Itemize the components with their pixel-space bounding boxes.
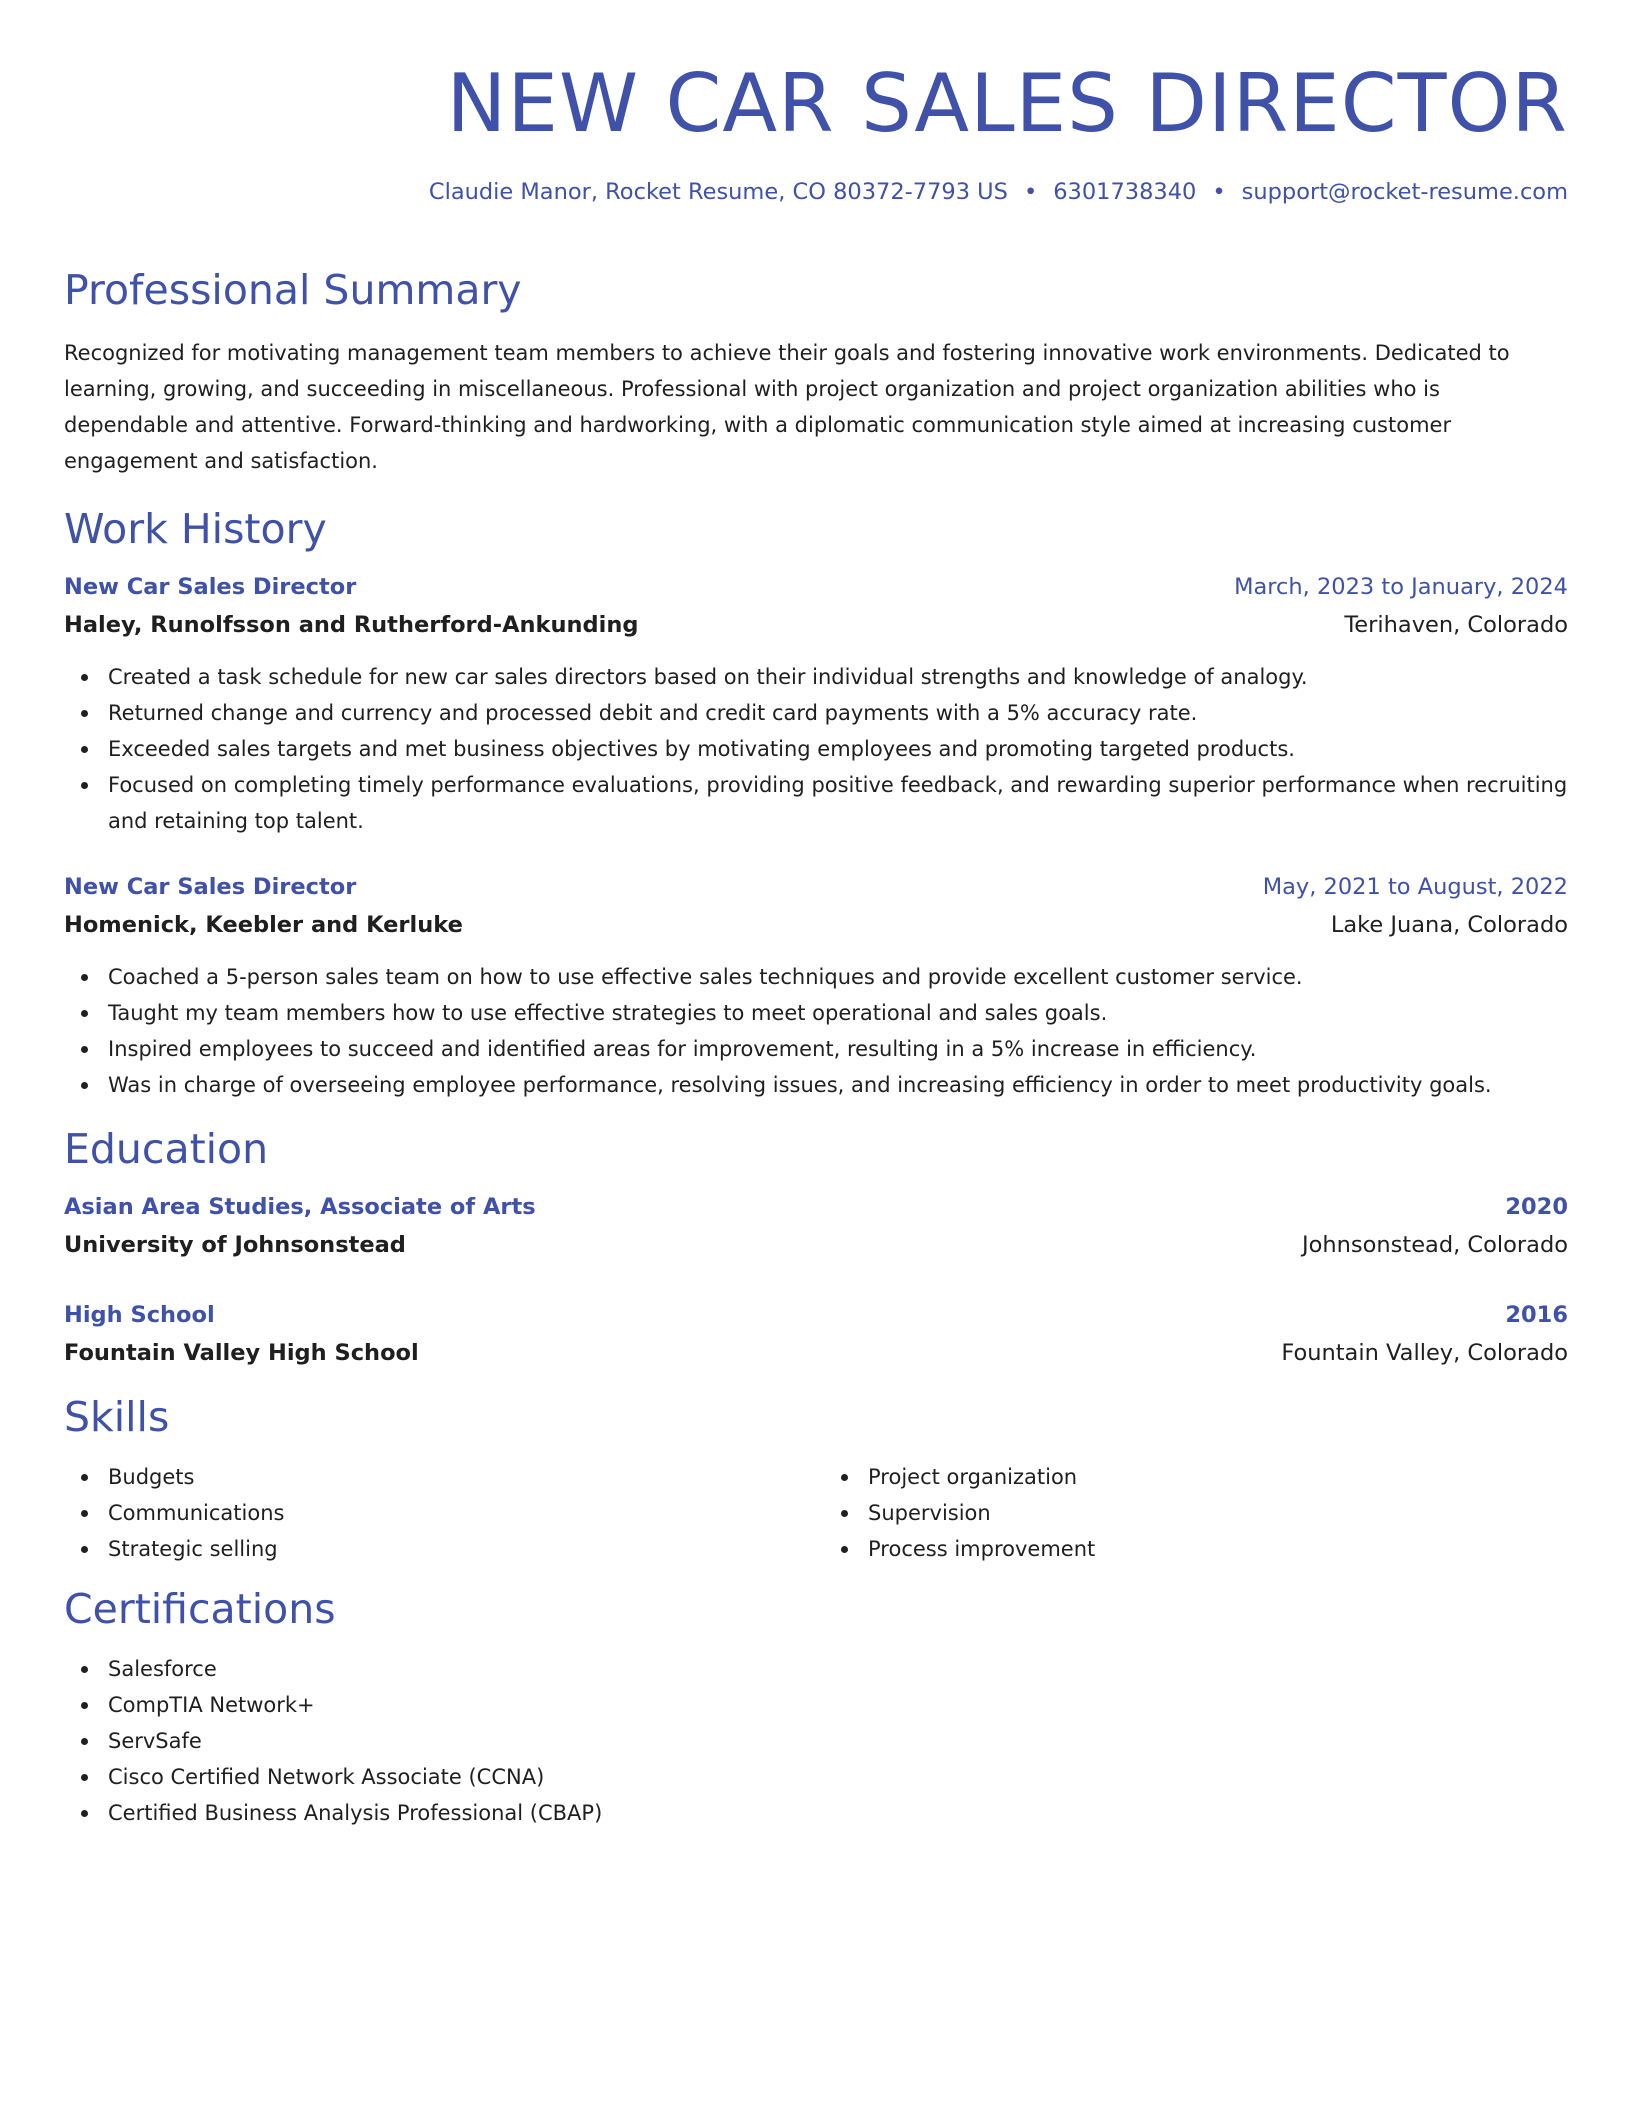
list-item: Created a task schedule for new car sales directors based on their individual strengths and knowledge of analogy. [64, 659, 1568, 695]
list-item: Communications [64, 1495, 816, 1531]
skills-list [64, 1459, 816, 1567]
education-heading: Education [64, 1125, 269, 1173]
certifications-list [64, 1651, 1568, 1831]
resume-title: NEW CAR SALES DIRECTOR [446, 57, 1568, 150]
list-item: Supervision [824, 1495, 1568, 1531]
education-school: Fountain Valley High School [64, 1340, 419, 1366]
list-item: Returned change and currency and processed debit and credit card payments with a 5% accuracy rate. [64, 695, 1568, 731]
list-item: Process improvement [824, 1531, 1568, 1567]
list-item: Inspired employees to succeed and identified areas for improvement, resulting in a 5% increase in efficiency. [64, 1031, 1568, 1067]
list-item: Was in charge of overseeing employee performance, resolving issues, and increasing efficiency in order to meet productivity goals. [64, 1067, 1568, 1103]
list-item: Taught my team members how to use effective strategies to meet operational and sales goals. [64, 995, 1568, 1031]
job-company-row [64, 607, 1568, 643]
education-year: 2016 [1505, 1302, 1568, 1328]
job-entry [64, 869, 1568, 1103]
skills-column-right [816, 1459, 1568, 1567]
list-item: CompTIA Network+ [64, 1687, 1568, 1723]
education-school: University of Johnsonstead [64, 1232, 406, 1258]
education-degree-row [64, 1189, 1568, 1225]
job-title: New Car Sales Director [64, 574, 357, 600]
education-entry [64, 1297, 1568, 1371]
list-item: Coached a 5-person sales team on how to use effective sales techniques and provide excellent customer service. [64, 959, 1568, 995]
contact-address: Claudie Manor, Rocket Resume, CO 80372-7793 US [428, 179, 1008, 205]
education-entry [64, 1189, 1568, 1263]
summary-heading: Professional Summary [64, 266, 522, 314]
contact-separator: • [1023, 179, 1038, 205]
education-degree: Asian Area Studies, Associate of Arts [64, 1194, 536, 1220]
list-item: Strategic selling [64, 1531, 816, 1567]
job-bullets [64, 659, 1568, 839]
job-dates: May, 2021 to August, 2022 [1262, 874, 1568, 900]
contact-email: support@rocket-resume.com [1241, 179, 1568, 205]
certifications-heading: Certifications [64, 1585, 336, 1633]
education-location: Johnsonstead, Colorado [1301, 1232, 1568, 1258]
work-history-heading: Work History [64, 505, 327, 553]
list-item: Budgets [64, 1459, 816, 1495]
list-item: ServSafe [64, 1723, 1568, 1759]
list-item: Salesforce [64, 1651, 1568, 1687]
job-company: Haley, Runolfsson and Rutherford-Ankunding [64, 612, 639, 638]
skills-list [816, 1459, 1568, 1567]
education-school-row [64, 1335, 1568, 1371]
skills-grid [64, 1459, 1568, 1567]
education-location: Fountain Valley, Colorado [1281, 1340, 1568, 1366]
list-item: Focused on completing timely performance evaluations, providing positive feedback, and rewarding superior performance when recruiting and retaining top talent. [64, 767, 1568, 839]
list-item: Cisco Certified Network Associate (CCNA) [64, 1759, 1568, 1795]
education-school-row [64, 1227, 1568, 1263]
job-title-row [64, 869, 1568, 905]
job-entry [64, 569, 1568, 839]
list-item: Project organization [824, 1459, 1568, 1495]
contact-separator: • [1212, 179, 1226, 205]
education-degree-row [64, 1297, 1568, 1333]
job-title-row [64, 569, 1568, 605]
education-year: 2020 [1505, 1194, 1568, 1220]
job-location: Terihaven, Colorado [1344, 612, 1568, 638]
job-company: Homenick, Keebler and Kerluke [64, 912, 463, 938]
job-company-row [64, 907, 1568, 943]
education-degree: High School [64, 1302, 215, 1328]
summary-text: Recognized for motivating management team members to achieve their goals and fostering innovative work environments. Dedicated to learning, growing, and succeeding in miscellaneous. Professional with project organization and project organization abilities who is dependable and attentive. Forward-thinking and hardworking, with a diplomatic communication style aimed at increasing customer engagement and satisfaction. [64, 341, 1510, 473]
list-item: Certified Business Analysis Professional (CBAP) [64, 1795, 1568, 1831]
list-item: Exceeded sales targets and met business objectives by motivating employees and promoting targeted products. [64, 731, 1568, 767]
skills-heading: Skills [64, 1393, 170, 1441]
job-title: New Car Sales Director [64, 874, 357, 900]
contact-phone: 6301738340 [1053, 179, 1197, 205]
job-dates: March, 2023 to January, 2024 [1234, 574, 1568, 600]
job-bullets [64, 959, 1568, 1103]
skills-column-left [64, 1459, 816, 1567]
job-location: Lake Juana, Colorado [1330, 912, 1568, 938]
contact-line [64, 176, 1568, 208]
